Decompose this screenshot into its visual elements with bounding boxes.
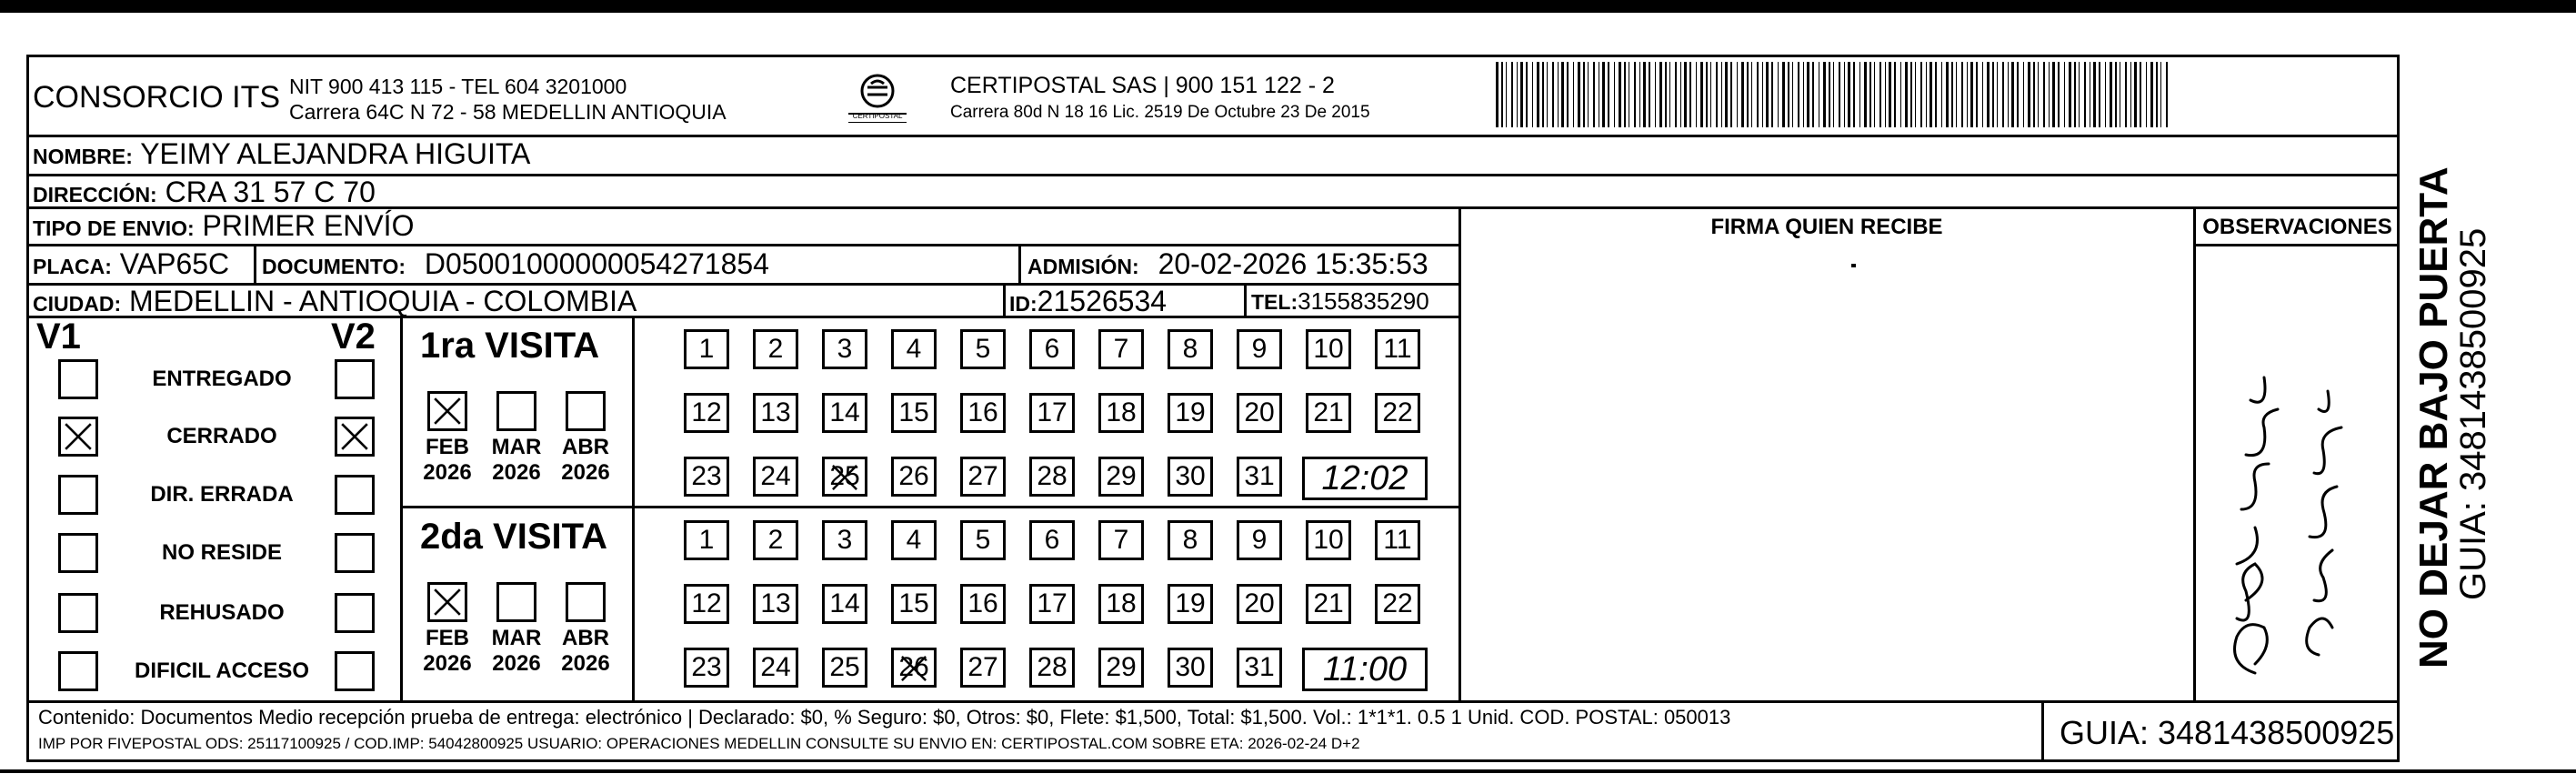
month-year: 2026 — [492, 651, 541, 676]
firma-header: FIRMA QUIEN RECIBE — [1710, 215, 1943, 239]
day-box[interactable] — [1098, 329, 1144, 369]
day-box[interactable] — [1237, 648, 1282, 688]
tel-label: TEL: — [1251, 290, 1298, 314]
month-name: ABR — [562, 626, 609, 650]
vrule-firma — [1458, 206, 1461, 700]
day-number: 10 — [1313, 334, 1344, 364]
v2-header: V2 — [331, 317, 376, 357]
day-box[interactable] — [1306, 329, 1351, 369]
tipo-envio-value: PRIMER ENVÍO — [202, 209, 415, 242]
admision-field — [1027, 247, 1428, 281]
day-box[interactable] — [1168, 648, 1213, 688]
placa-label: PLACA: — [33, 255, 112, 278]
day-box[interactable] — [753, 457, 798, 497]
rule-4 — [26, 244, 1461, 246]
day-box[interactable] — [891, 584, 937, 624]
month-checkbox[interactable] — [566, 582, 606, 622]
month-label — [420, 435, 475, 486]
day-box[interactable] — [822, 393, 867, 433]
day-box[interactable] — [891, 393, 937, 433]
day-cross-mark — [828, 461, 861, 503]
day-number: 7 — [1113, 334, 1129, 364]
day-number: 10 — [1313, 525, 1344, 555]
status-v1-checkbox[interactable] — [58, 475, 98, 515]
day-number: 23 — [691, 461, 722, 491]
status-v1-checkbox[interactable] — [58, 359, 98, 399]
day-box[interactable] — [891, 457, 937, 497]
day-number: 17 — [1037, 588, 1067, 618]
placa-field — [33, 247, 229, 281]
admision-label: ADMISIÓN: — [1027, 255, 1139, 278]
visit-title: 2da VISITA — [420, 517, 607, 557]
day-box[interactable] — [1029, 520, 1075, 560]
certipostal-line-1: CERTIPOSTAL SAS | 900 151 122 - 2 — [950, 73, 1335, 98]
vrule-id — [1003, 283, 1006, 316]
day-number: 21 — [1313, 397, 1344, 427]
vrule-footer-guia — [2041, 700, 2044, 762]
day-box[interactable] — [822, 520, 867, 560]
month-year: 2026 — [423, 651, 472, 676]
status-v1-checkbox[interactable] — [58, 651, 98, 691]
v1-header: V1 — [36, 317, 81, 357]
day-box[interactable] — [1098, 457, 1144, 497]
day-number: 13 — [760, 588, 791, 618]
day-number: 30 — [1175, 652, 1206, 682]
day-box[interactable] — [684, 648, 729, 688]
day-box[interactable] — [753, 520, 798, 560]
day-number: 29 — [1106, 461, 1137, 491]
month-label — [489, 435, 544, 486]
admision-value: 20-02-2026 15:35:53 — [1158, 247, 1428, 280]
documento-value: D05001000000054271854 — [424, 247, 769, 280]
day-box[interactable] — [960, 648, 1006, 688]
day-number: 27 — [967, 652, 998, 682]
visit-time-box[interactable]: 12:02 — [1302, 457, 1428, 500]
day-number: 20 — [1244, 588, 1275, 618]
status-v1-checkbox[interactable] — [58, 417, 98, 457]
day-number: 22 — [1382, 397, 1413, 427]
firma-dot — [1851, 264, 1856, 267]
day-box[interactable] — [1237, 584, 1282, 624]
day-number: 26 — [898, 652, 929, 682]
day-number: 31 — [1244, 461, 1275, 491]
day-number: 25 — [829, 461, 860, 491]
bottom-edge-line — [0, 769, 2576, 773]
month-name: FEB — [426, 435, 469, 459]
day-number: 11 — [1383, 525, 1412, 555]
month-checkbox[interactable] — [427, 391, 467, 431]
day-box[interactable] — [1098, 520, 1144, 560]
day-number: 31 — [1244, 652, 1275, 682]
day-number: 9 — [1251, 334, 1268, 364]
footer-contenido: Contenido: Documentos Medio recepción prueba de entrega: electrónico | Declarado: $0, % Seguro: $0, Otros: $0, Flete: $1,500, Total: $1,500. Vol.: 1*1*1. 0.5 1 Unid. COD. POSTAL: 050013 — [38, 706, 1731, 729]
tipo-envio-label: TIPO DE ENVIO: — [33, 216, 195, 240]
status-v2-checkbox[interactable] — [335, 475, 375, 515]
status-label: NO RESIDE — [161, 540, 283, 565]
day-number: 2 — [767, 334, 784, 364]
status-v2-checkbox[interactable] — [335, 533, 375, 573]
day-box[interactable] — [1029, 584, 1075, 624]
visit-time-box[interactable]: 11:00 — [1302, 648, 1428, 691]
day-box[interactable] — [960, 584, 1006, 624]
month-label — [420, 626, 475, 677]
status-v2-checkbox[interactable] — [335, 359, 375, 399]
day-box[interactable] — [960, 457, 1006, 497]
day-number: 16 — [967, 588, 998, 618]
day-number: 16 — [967, 397, 998, 427]
vrule-tel — [1244, 283, 1247, 316]
id-value: 21526534 — [1037, 285, 1168, 317]
day-box[interactable] — [1306, 520, 1351, 560]
day-number: 24 — [760, 461, 791, 491]
month-year: 2026 — [492, 460, 541, 485]
month-checkbox[interactable] — [496, 391, 536, 431]
day-box[interactable] — [1029, 393, 1075, 433]
day-number: 19 — [1175, 397, 1206, 427]
observaciones-handwriting — [2200, 273, 2391, 700]
placa-value: VAP65C — [119, 247, 230, 280]
day-number: 5 — [975, 334, 991, 364]
nombre-value: YEIMY ALEJANDRA HIGUITA — [140, 137, 531, 170]
day-box[interactable] — [960, 393, 1006, 433]
status-v1-checkbox[interactable] — [58, 593, 98, 633]
day-number: 15 — [898, 397, 929, 427]
day-box[interactable] — [891, 648, 937, 688]
day-box[interactable] — [1168, 393, 1213, 433]
vrule-months — [632, 316, 635, 700]
day-box[interactable] — [684, 329, 729, 369]
status-label: DIFICIL ACCESO — [134, 658, 309, 683]
day-number: 6 — [1044, 334, 1060, 364]
day-cross-mark — [897, 652, 930, 694]
documento-label: DOCUMENTO: — [262, 255, 406, 278]
day-box[interactable] — [1098, 393, 1144, 433]
status-label: DIR. ERRADA — [150, 482, 294, 507]
ciudad-field — [33, 285, 636, 318]
nombre-label: NOMBRE: — [33, 145, 133, 168]
tel-field — [1251, 287, 1429, 316]
day-box[interactable] — [822, 457, 867, 497]
day-box[interactable] — [1375, 584, 1420, 624]
day-number: 24 — [760, 652, 791, 682]
day-number: 12 — [691, 397, 722, 427]
status-v1-checkbox[interactable] — [58, 533, 98, 573]
day-number: 1 — [698, 334, 715, 364]
vrule-status — [400, 316, 403, 700]
day-number: 22 — [1382, 588, 1413, 618]
rule-visit-split — [400, 506, 1461, 508]
day-box[interactable] — [684, 393, 729, 433]
day-box[interactable] — [891, 520, 937, 560]
direccion-label: DIRECCIÓN: — [33, 183, 157, 206]
day-box[interactable] — [1168, 457, 1213, 497]
day-box[interactable] — [1306, 584, 1351, 624]
certipostal-line-2: Carrera 80d N 18 16 Lic. 2519 De Octubre 23 De 2015 — [950, 103, 1370, 122]
day-box[interactable] — [753, 393, 798, 433]
day-number: 20 — [1244, 397, 1275, 427]
id-field — [1009, 285, 1167, 318]
day-box[interactable] — [684, 520, 729, 560]
top-edge-band — [0, 0, 2576, 13]
day-number: 8 — [1182, 525, 1198, 555]
side-guia: GUIA: 3481438500925 — [2453, 227, 2493, 600]
day-number: 23 — [691, 652, 722, 682]
day-number: 30 — [1175, 461, 1206, 491]
day-box[interactable] — [822, 648, 867, 688]
ciudad-value: MEDELLIN - ANTIOQUIA - COLOMBIA — [129, 285, 637, 317]
tel-value: 3155835290 — [1298, 287, 1429, 315]
day-box[interactable] — [1375, 520, 1420, 560]
day-number: 11 — [1383, 334, 1412, 364]
day-number: 27 — [967, 461, 998, 491]
footer-impresion: IMP POR FIVEPOSTAL ODS: 25117100925 / COD.IMP: 54042800925 USUARIO: OPERACIONES MEDELLIN CONSULTE SU ENVIO EN: CERTIPOSTAL.COM SOBRE ETA: 2026-02-24 D+2 — [38, 735, 1360, 752]
direccion-row — [33, 176, 376, 209]
day-number: 28 — [1037, 461, 1067, 491]
day-box[interactable] — [1237, 329, 1282, 369]
direccion-value: CRA 31 57 C 70 — [165, 176, 376, 208]
observaciones-header: OBSERVACIONES — [2202, 215, 2392, 239]
day-box[interactable] — [1237, 393, 1282, 433]
day-box[interactable] — [1098, 648, 1144, 688]
day-number: 9 — [1251, 525, 1268, 555]
status-label: REHUSADO — [159, 600, 285, 625]
ciudad-label: CIUDAD: — [33, 292, 122, 316]
status-v2-checkbox[interactable] — [335, 593, 375, 633]
day-number: 28 — [1037, 652, 1067, 682]
month-year: 2026 — [423, 460, 472, 485]
status-v2-checkbox[interactable] — [335, 651, 375, 691]
month-label — [489, 626, 544, 677]
day-number: 3 — [837, 525, 853, 555]
tipo-envio-row — [33, 209, 414, 243]
month-checkbox[interactable] — [566, 391, 606, 431]
day-number: 21 — [1313, 588, 1344, 618]
day-box[interactable] — [1237, 457, 1282, 497]
day-number: 5 — [975, 525, 991, 555]
month-checkbox[interactable] — [496, 582, 536, 622]
nombre-row — [33, 137, 530, 171]
day-number: 18 — [1106, 588, 1137, 618]
day-number: 19 — [1175, 588, 1206, 618]
day-number: 1 — [698, 525, 715, 555]
day-number: 26 — [898, 461, 929, 491]
side-warning: NO DEJAR BAJO PUERTA — [2411, 166, 2456, 668]
nit-line: NIT 900 413 115 - TEL 604 3201000 — [289, 75, 627, 98]
status-label: CERRADO — [166, 424, 277, 448]
day-number: 8 — [1182, 334, 1198, 364]
day-box[interactable] — [684, 584, 729, 624]
day-number: 15 — [898, 588, 929, 618]
documento-field — [262, 247, 769, 281]
logo-text: CERTIPOSTAL — [852, 112, 903, 120]
day-box[interactable] — [1168, 329, 1213, 369]
day-box[interactable] — [1029, 329, 1075, 369]
status-label: ENTREGADO — [152, 367, 292, 391]
month-year: 2026 — [561, 651, 610, 676]
day-box[interactable] — [1029, 457, 1075, 497]
day-box[interactable] — [684, 457, 729, 497]
day-box[interactable] — [1375, 329, 1420, 369]
day-box[interactable] — [1168, 520, 1213, 560]
day-number: 14 — [829, 588, 860, 618]
day-number: 25 — [829, 652, 860, 682]
rule-4b — [2193, 244, 2400, 246]
day-number: 4 — [906, 525, 922, 555]
day-number: 17 — [1037, 397, 1067, 427]
vrule-documento — [254, 244, 256, 283]
day-box[interactable] — [822, 584, 867, 624]
day-box[interactable] — [1237, 520, 1282, 560]
day-number: 14 — [829, 397, 860, 427]
day-number: 3 — [837, 334, 853, 364]
day-box[interactable] — [822, 329, 867, 369]
day-box[interactable] — [1168, 584, 1213, 624]
rule-2 — [26, 174, 2400, 176]
day-box[interactable] — [891, 329, 937, 369]
day-box[interactable] — [1029, 648, 1075, 688]
day-number: 12 — [691, 588, 722, 618]
day-number: 6 — [1044, 525, 1060, 555]
month-name: MAR — [491, 626, 542, 650]
month-year: 2026 — [561, 460, 610, 485]
status-v2-checkbox[interactable] — [335, 417, 375, 457]
visit-title: 1ra VISITA — [420, 326, 600, 366]
day-number: 29 — [1106, 652, 1137, 682]
day-number: 18 — [1106, 397, 1137, 427]
day-box[interactable] — [1306, 393, 1351, 433]
vrule-obs — [2193, 206, 2196, 700]
footer-guia: GUIA: 3481438500925 — [2060, 714, 2395, 751]
month-label — [558, 626, 613, 677]
month-checkbox[interactable] — [427, 582, 467, 622]
company-name: CONSORCIO ITS — [33, 80, 281, 115]
day-box[interactable] — [753, 329, 798, 369]
day-box[interactable] — [753, 584, 798, 624]
day-number: 4 — [906, 334, 922, 364]
day-number: 2 — [767, 525, 784, 555]
day-box[interactable] — [1375, 393, 1420, 433]
month-name: MAR — [491, 435, 542, 459]
day-box[interactable] — [960, 329, 1006, 369]
day-number: 7 — [1113, 525, 1129, 555]
day-box[interactable] — [960, 520, 1006, 560]
day-box[interactable] — [753, 648, 798, 688]
day-box[interactable] — [1098, 584, 1144, 624]
address-line: Carrera 64C N 72 - 58 MEDELLIN ANTIOQUIA — [289, 100, 727, 124]
month-label — [558, 435, 613, 486]
day-number: 13 — [760, 397, 791, 427]
vrule-admision — [1018, 244, 1021, 283]
id-label: ID: — [1009, 292, 1037, 316]
month-name: FEB — [426, 626, 469, 650]
month-name: ABR — [562, 435, 609, 459]
